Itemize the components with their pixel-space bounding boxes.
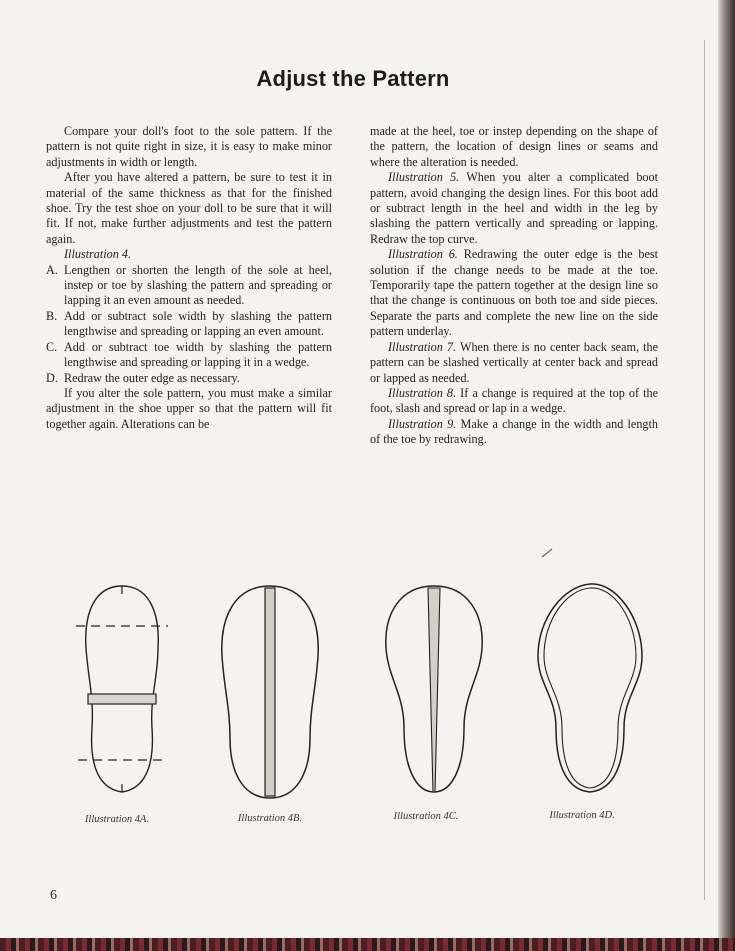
caption-illustration-4d: Illustration 4D.	[549, 810, 615, 821]
illustration-4-label: Illustration 4.	[64, 247, 132, 262]
binding-shadow	[718, 0, 735, 951]
paragraph: made at the heel, toe or instep depending on the shape of the pattern, the location of design lines or seams and where the alteration is needed.	[370, 124, 658, 169]
list-letter: D.	[46, 370, 58, 385]
page-title: Adjust the Pattern	[256, 66, 450, 91]
list-letter: A.	[46, 262, 58, 277]
caption-illustration-4a: Illustration 4A.	[84, 814, 150, 825]
illustration-7-text: When there is no center back seam, the pattern can be slashed vertically at center back and spread or lapped as needed.	[370, 339, 658, 385]
paragraph	[370, 386, 658, 417]
illustration-9-text: Make a change in the width and length of the toe by redrawing.	[370, 416, 659, 447]
page-number: 6	[50, 888, 57, 903]
list-item	[46, 371, 332, 386]
page-edge-line	[704, 40, 705, 900]
paragraph	[370, 417, 658, 448]
paragraph	[370, 170, 658, 247]
illustration-4c-sole	[370, 578, 500, 808]
paragraph	[370, 247, 658, 339]
list-item	[46, 309, 332, 340]
illustration-4b-sole	[206, 578, 336, 808]
list-item	[46, 340, 332, 371]
caption-illustration-4c: Illustration 4C.	[393, 811, 459, 822]
list-letter: C.	[46, 339, 58, 354]
illustration-4a-sole	[72, 578, 202, 808]
illustration-5-text: When you alter a complicated boot pattern, avoid changing the design lines. For this boot add or subtract length in the heel and width in the leg by slashing the pattern vertically and spreading or lapping. Redraw the top curve.	[370, 170, 659, 246]
illustration-9-label: Illustration 9.	[388, 416, 457, 431]
illustration-8-label: Illustration 8.	[388, 385, 457, 400]
illustration-5-label: Illustration 5.	[388, 170, 460, 185]
paragraph: Compare your doll's foot to the sole pattern. If the pattern is not quite right in size, it is easy to make minor adjustments in width or length.	[46, 124, 332, 169]
illustration-6-label: Illustration 6.	[388, 247, 458, 262]
paragraph: If you alter the sole pattern, you must make a similar adjustment in the shoe upper so that the pattern will fit together again. Alterations can be	[46, 385, 332, 431]
illustration-6-text: Redrawing the outer edge is the best solution if the change needs to be made at the toe. Temporarily tape the pattern together at the design line so that the change is continuous on both toe and side pieces. Separate the parts and complete the new line on the side pattern underlay.	[370, 247, 658, 339]
list-text: Lengthen or shorten the length of the sole at heel, instep or toe by slashing the pattern and spreading or lapping it an even amount as needed.	[64, 262, 332, 308]
background-fabric-strip	[0, 938, 735, 951]
paragraph: After you have altered a pattern, be sure to test it in material of the same thickness as that for the finished shoe. Try the test shoe on your doll to be sure that it will fit. If not, make further adjustments and test the pattern again.	[46, 170, 332, 246]
illustration-8-text: If a change is required at the top of the foot, slash and spread or lap in a wedge.	[370, 385, 658, 416]
caption-illustration-4b: Illustration 4B.	[237, 813, 303, 824]
list-text: Redraw the outer edge as necessary.	[64, 370, 240, 385]
left-text-column	[46, 124, 332, 432]
illustration-4d-sole	[526, 578, 656, 808]
list-text: Add or subtract sole width by slashing the pattern lengthwise and spreading or lapping an even amount.	[64, 308, 332, 339]
right-text-column	[370, 124, 658, 448]
paragraph	[370, 340, 658, 386]
illustration-7-label: Illustration 7.	[388, 339, 457, 354]
ink-speck	[541, 548, 553, 558]
list-item	[46, 263, 332, 309]
list-letter: B.	[46, 308, 58, 323]
list-text: Add or subtract toe width by slashing the pattern lengthwise and spreading or lapping it in a wedge.	[64, 339, 332, 370]
